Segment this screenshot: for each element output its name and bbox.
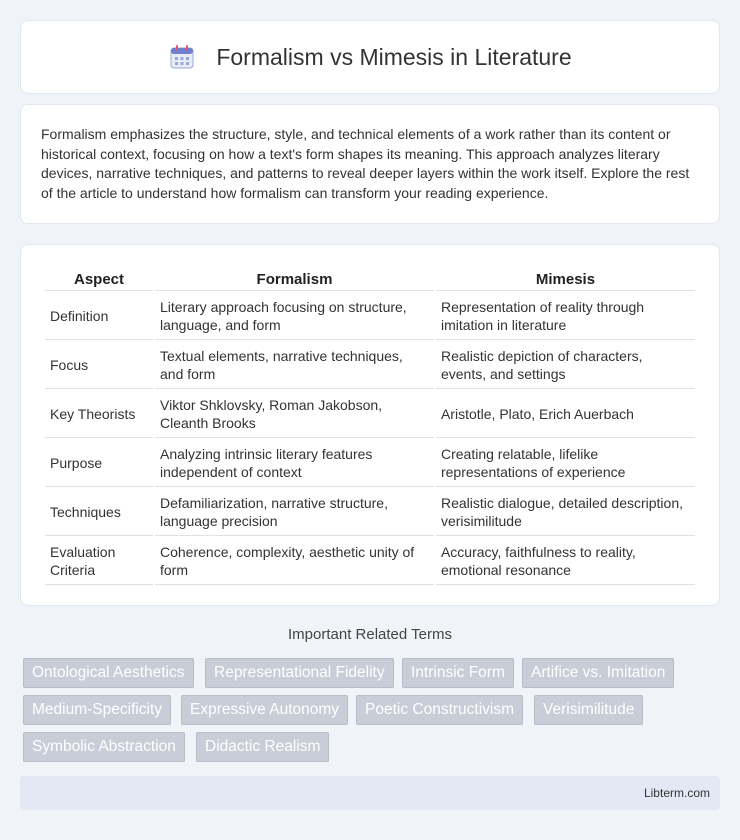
related-terms-heading: Important Related Terms bbox=[288, 626, 452, 643]
aspect-cell: Techniques bbox=[45, 489, 153, 536]
page-title: Formalism vs Mimesis in Literature bbox=[216, 43, 572, 70]
formalism-cell: Viktor Shklovsky, Roman Jakobson, Cleanth Brooks bbox=[155, 391, 434, 438]
footer bbox=[20, 776, 720, 810]
aspect-cell: Key Theorists bbox=[45, 391, 153, 438]
related-term-tag[interactable]: Poetic Constructivism bbox=[356, 695, 523, 725]
comparison-table bbox=[43, 265, 697, 587]
intro-text: Formalism emphasizes the structure, style, and technical elements of a work rather than its content or historical context, focusing on how a text's form shapes its meaning. This approach analyzes literary devices, narrative techniques, and patterns to reveal deeper layers within the work itself. Explore the rest of the article to understand how formalism can transform your reading experience. bbox=[41, 126, 690, 201]
related-term-tag[interactable]: Ontological Aesthetics bbox=[23, 658, 194, 688]
formalism-cell: Coherence, complexity, aesthetic unity of form bbox=[155, 538, 434, 585]
table-row bbox=[45, 489, 695, 536]
aspect-cell: Definition bbox=[45, 293, 153, 340]
table-row bbox=[45, 440, 695, 487]
related-term-tag[interactable]: Intrinsic Form bbox=[402, 658, 514, 688]
calendar-icon bbox=[168, 43, 196, 71]
aspect-cell: Evaluation Criteria bbox=[45, 538, 153, 585]
formalism-cell: Textual elements, narrative techniques, and form bbox=[155, 342, 434, 389]
aspect-cell: Focus bbox=[45, 342, 153, 389]
related-term-tag[interactable]: Representational Fidelity bbox=[205, 658, 394, 688]
table-row bbox=[45, 342, 695, 389]
table-row bbox=[45, 391, 695, 438]
column-header-mimesis: Mimesis bbox=[436, 267, 695, 291]
comparison-table-card bbox=[20, 244, 720, 606]
related-term-tag[interactable]: Artifice vs. Imitation bbox=[522, 658, 674, 688]
table-row bbox=[45, 293, 695, 340]
column-header-aspect: Aspect bbox=[45, 267, 153, 291]
intro-card bbox=[20, 104, 720, 224]
related-term-tag[interactable]: Didactic Realism bbox=[196, 732, 329, 762]
formalism-cell: Defamiliarization, narrative structure, language precision bbox=[155, 489, 434, 536]
mimesis-cell: Representation of reality through imitation in literature bbox=[436, 293, 695, 340]
mimesis-cell: Realistic dialogue, detailed description, verisimilitude bbox=[436, 489, 695, 536]
related-term-tag[interactable]: Verisimilitude bbox=[534, 695, 643, 725]
table-row bbox=[45, 538, 695, 585]
related-term-tag[interactable]: Symbolic Abstraction bbox=[23, 732, 185, 762]
formalism-cell: Literary approach focusing on structure, language, and form bbox=[155, 293, 434, 340]
mimesis-cell: Creating relatable, lifelike representations of experience bbox=[436, 440, 695, 487]
column-header-formalism: Formalism bbox=[155, 267, 434, 291]
mimesis-cell: Accuracy, faithfulness to reality, emotional resonance bbox=[436, 538, 695, 585]
mimesis-cell: Realistic depiction of characters, events, and settings bbox=[436, 342, 695, 389]
related-term-tag[interactable]: Medium-Specificity bbox=[23, 695, 171, 725]
footer-site-link[interactable]: Libterm.com bbox=[643, 786, 710, 800]
title-card bbox=[20, 20, 720, 94]
aspect-cell: Purpose bbox=[45, 440, 153, 487]
mimesis-cell: Aristotle, Plato, Erich Auerbach bbox=[436, 391, 695, 438]
formalism-cell: Analyzing intrinsic literary features independent of context bbox=[155, 440, 434, 487]
related-term-tag[interactable]: Expressive Autonomy bbox=[181, 695, 348, 725]
